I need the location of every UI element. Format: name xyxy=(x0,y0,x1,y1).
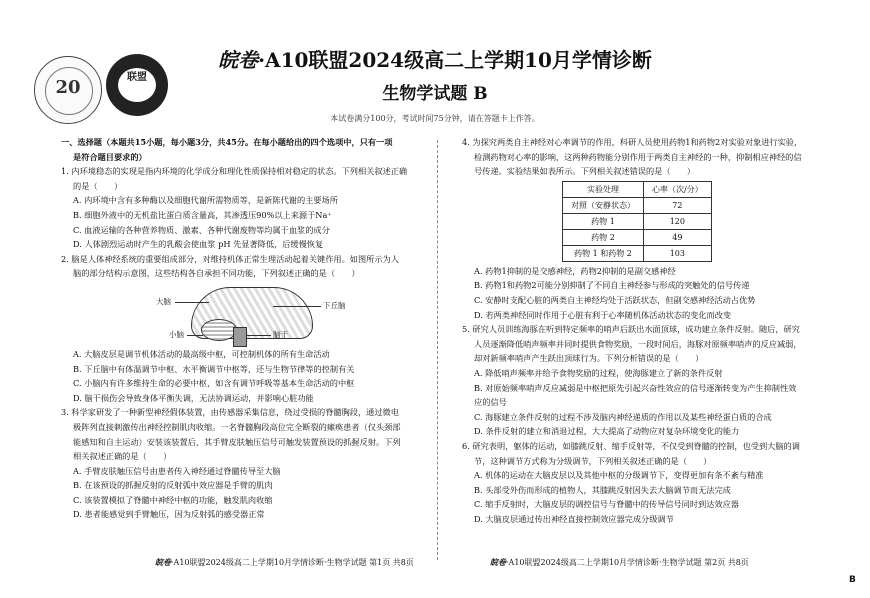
table-cell: 120 xyxy=(644,213,712,229)
q3-option-c: C. 该装置模拟了脊髓中神经中枢的功能，触发肌肉收缩 xyxy=(73,494,273,505)
table-row xyxy=(563,229,712,245)
q6-option-c: C. 缩手反射时，大脑皮层的调控信号与脊髓中的传导信号同时到达效应器 xyxy=(474,499,739,510)
table-cell: 对照（安静状态） xyxy=(563,197,644,213)
exam-subtitle: 生物学试题 B xyxy=(382,84,488,104)
leader-line xyxy=(246,335,271,336)
q3-option-a: A. 手臂皮肤触压信号由患者传入神经通过脊髓传导至大脑 xyxy=(73,465,281,476)
q4-option-b: B. 药物1和药物2可能分别抑制了不同自主神经参与形成的突触处的信号传递 xyxy=(474,280,750,291)
table-row xyxy=(563,197,712,213)
heart-rate-table xyxy=(562,181,712,262)
q1-option-d: D. 人体剧烈运动时产生的乳酸会使血浆 pH 先显著降低，后缓慢恢复 xyxy=(73,239,324,250)
brain-stem-shape xyxy=(233,327,247,347)
q6-option-b: B. 头部受外伤而形成的植物人，其膝跳反射因失去大脑调节而无法完成 xyxy=(474,484,731,495)
leader-line xyxy=(175,302,209,303)
q6-option-d: D. 大脑皮层通过传出神经直接控制效应器完成分级调节 xyxy=(474,513,674,524)
table-cell: 103 xyxy=(644,245,712,261)
q4-stem: 4. 为探究两类自主神经对心率调节的作用，科研人员使用药物1和药物2对实验对象进行实验， xyxy=(462,137,803,147)
q4-option-c: C. 安静时支配心脏的两类自主神经均处于活跃状态，但副交感神经活动占优势 xyxy=(474,294,756,305)
table-header: 心率（次/分） xyxy=(644,181,712,197)
q2-stem: 2. 脑是人体神经系统的重要组成部分，对维持机体正常生理活动起着关键作用。如图所示为人 xyxy=(61,253,399,264)
q4-stem-line: 号传递。实验结果如表所示。下列相关叙述错误的是（ ） xyxy=(474,166,696,177)
section-heading-cont: 是符合题目要求的） xyxy=(73,151,147,162)
brain-cerebellum-shape xyxy=(201,319,237,341)
exam-title-text: ·A10联盟2024级高二上学期10月学情诊断 xyxy=(258,48,652,72)
footer-brand-mark: 皖卷 xyxy=(155,558,171,567)
q3-stem: 3. 科学家研发了一种新型神经假体装置，由传感器采集信息，绕过受损的脊髓胸段，通过微电 xyxy=(61,407,399,418)
q6-stem-line: 节，这种调节方式称为分级调节，下列相关叙述正确的是（ ） xyxy=(474,455,712,466)
q3-stem-line: 极阵列直接刺激传出神经控制肌肉收缩。一名脊髓胸段高位完全断裂的瘫痪患者（仅头颈部 xyxy=(73,421,401,432)
label-cerebellum: 小脑 xyxy=(169,329,184,339)
footer-left-text: ·A10联盟2024级高二上学期10月学情诊断·生物学试题 第1页 共8页 xyxy=(171,558,414,567)
q2-stem-cont: 脑的部分结构示意图，这些结构各自承担不同功能，下列叙述正确的是（ ） xyxy=(73,268,360,279)
table-cell: 72 xyxy=(644,197,712,213)
q5-option-b-cont: 应的信号 xyxy=(474,397,507,408)
q3-option-b: B. 在该预设的抓握反射的反射弧中效应器是手臂的肌肉 xyxy=(73,480,273,491)
left-column xyxy=(61,135,421,522)
footer-left xyxy=(155,557,414,568)
table-header: 实验处理 xyxy=(563,181,644,197)
brain-diagram xyxy=(61,283,421,345)
table-row xyxy=(563,213,712,229)
q4-stem-line: 检测药物对心率的影响，这两种药物能分别作用于两类自主神经的一种，抑制相应神经的信 xyxy=(474,151,802,162)
label-hypothalamus: 下丘脑 xyxy=(323,300,346,310)
footer-brand-mark: 皖卷 xyxy=(490,558,506,567)
brand-mark: 皖卷 xyxy=(218,48,259,72)
q4-option-a: A. 药物1抑制的是交感神经，药物2抑制的是副交感神经 xyxy=(474,265,676,276)
q3-option-d: D. 患者能感觉到手臂触压，因为反射弧的感受器正常 xyxy=(73,509,265,520)
seal-number: 20 xyxy=(55,77,81,98)
q4-option-d: D. 若两类神经同时作用于心脏有利于心率随机体活动状态的变化而改变 xyxy=(474,309,732,320)
q3-stem-line: 相关叙述正确的是（ ） xyxy=(73,451,172,462)
q2-option-b: B. 下丘脑中有体温调节中枢、水平衡调节中枢等，还与生物节律等的控制有关 xyxy=(73,363,355,374)
exam-title xyxy=(0,44,870,73)
q5-option-b: B. 对原始频率哨声反应减弱是中枢把原先引起兴奋性效应的信号逐渐转变为产生抑制性效 xyxy=(474,382,797,393)
footer-right-text: ·A10联盟2024级高二上学期10月学情诊断·生物学试题 第2页 共8页 xyxy=(506,558,749,567)
q2-option-c: C. 小脑内有许多维持生命的必要中枢，如含有调节呼吸等基本生命活动的中枢 xyxy=(73,378,355,389)
q1-option-b: B. 细胞外液中的无机盐比蛋白质含量高，其渗透压90%以上来源于Na⁺ xyxy=(73,209,332,220)
leader-line xyxy=(273,306,321,307)
q3-stem-line: 能感知和自主运动）安装该装置后，其手臂皮肤触压信号可触发装置预设的抓握反射。下列 xyxy=(73,436,401,447)
q1-option-c: C. 血液运输的各种营养物质、激素、各种代谢废物等均属于血浆的成分 xyxy=(73,224,330,235)
q1-stem: 1. 内环境稳态的实现是指内环境的化学成分和理化性质保持相对稳定的状态。下列相关叙述正确 xyxy=(61,166,408,177)
q1-stem-cont: 的是（ ） xyxy=(73,180,123,191)
table-header-row xyxy=(563,181,712,197)
q5-option-c: C. 海豚建立条件反射的过程不涉及脑内神经递质的作用以及某些神经蛋白质的合成 xyxy=(474,411,772,422)
column-divider xyxy=(437,140,438,560)
table-cell: 药物 1 xyxy=(563,213,644,229)
section-heading: 一、选择题（本题共15小题，每小题3分，共45分。在每小题给出的四个选项中，只有一项 xyxy=(61,137,393,147)
leader-line xyxy=(187,335,203,336)
table-row xyxy=(563,245,712,261)
table-cell: 药物 2 xyxy=(563,229,644,245)
label-cerebrum: 大脑 xyxy=(156,296,171,306)
q5-stem: 5. 研究人员训练海豚在听到特定频率的哨声后跃出水面顶球，成功建立条件反射。随后，研究 xyxy=(462,324,800,335)
label-brainstem: 脑干 xyxy=(273,329,288,339)
footer-right xyxy=(490,557,749,568)
version-mark: B xyxy=(849,575,856,585)
q1-option-a: A. 内环境中含有多种酶以及细胞代谢所需物质等，是新陈代谢的主要场所 xyxy=(73,195,338,206)
alliance-logo-text: 联盟 xyxy=(127,72,147,83)
q5-option-a: A. 降低哨声频率并给予食物奖励的过程，使海豚建立了新的条件反射 xyxy=(474,367,723,378)
right-column xyxy=(462,135,834,526)
q6-stem: 6. 研究表明，躯体的运动，如膝跳反射、缩手反射等，不仅受到脊髓的控制，也受到大脑的调 xyxy=(462,440,800,451)
q5-option-d: D. 条件反射的建立和消退过程，大大提高了动物应对复杂环境变化的能力 xyxy=(474,426,740,437)
table-cell: 49 xyxy=(644,229,712,245)
q5-stem-line: 人员逐渐降低哨声频率并同时提供食物奖励，一段时间后，海豚对原频率哨声的反应减弱， xyxy=(474,338,802,349)
table-cell: 药物 1 和药物 2 xyxy=(563,245,644,261)
q6-option-a: A. 机体的运动在大脑皮层以及其他中枢的分级调节下，变得更加有条不紊与精准 xyxy=(474,470,764,481)
exam-note: 本试卷满分100分，考试时间75分钟，请在答题卡上作答。 xyxy=(330,114,540,123)
q2-option-d: D. 脑干损伤会导致身体平衡失调，无法协调运动，并影响心脏功能 xyxy=(73,392,314,403)
q2-option-a: A. 大脑皮层是调节机体活动的最高级中枢，可控制机体的所有生命活动 xyxy=(73,348,330,359)
q5-stem-line: 却对新频率哨声产生跃出顶球行为。下列分析错误的是（ ） xyxy=(474,353,704,364)
